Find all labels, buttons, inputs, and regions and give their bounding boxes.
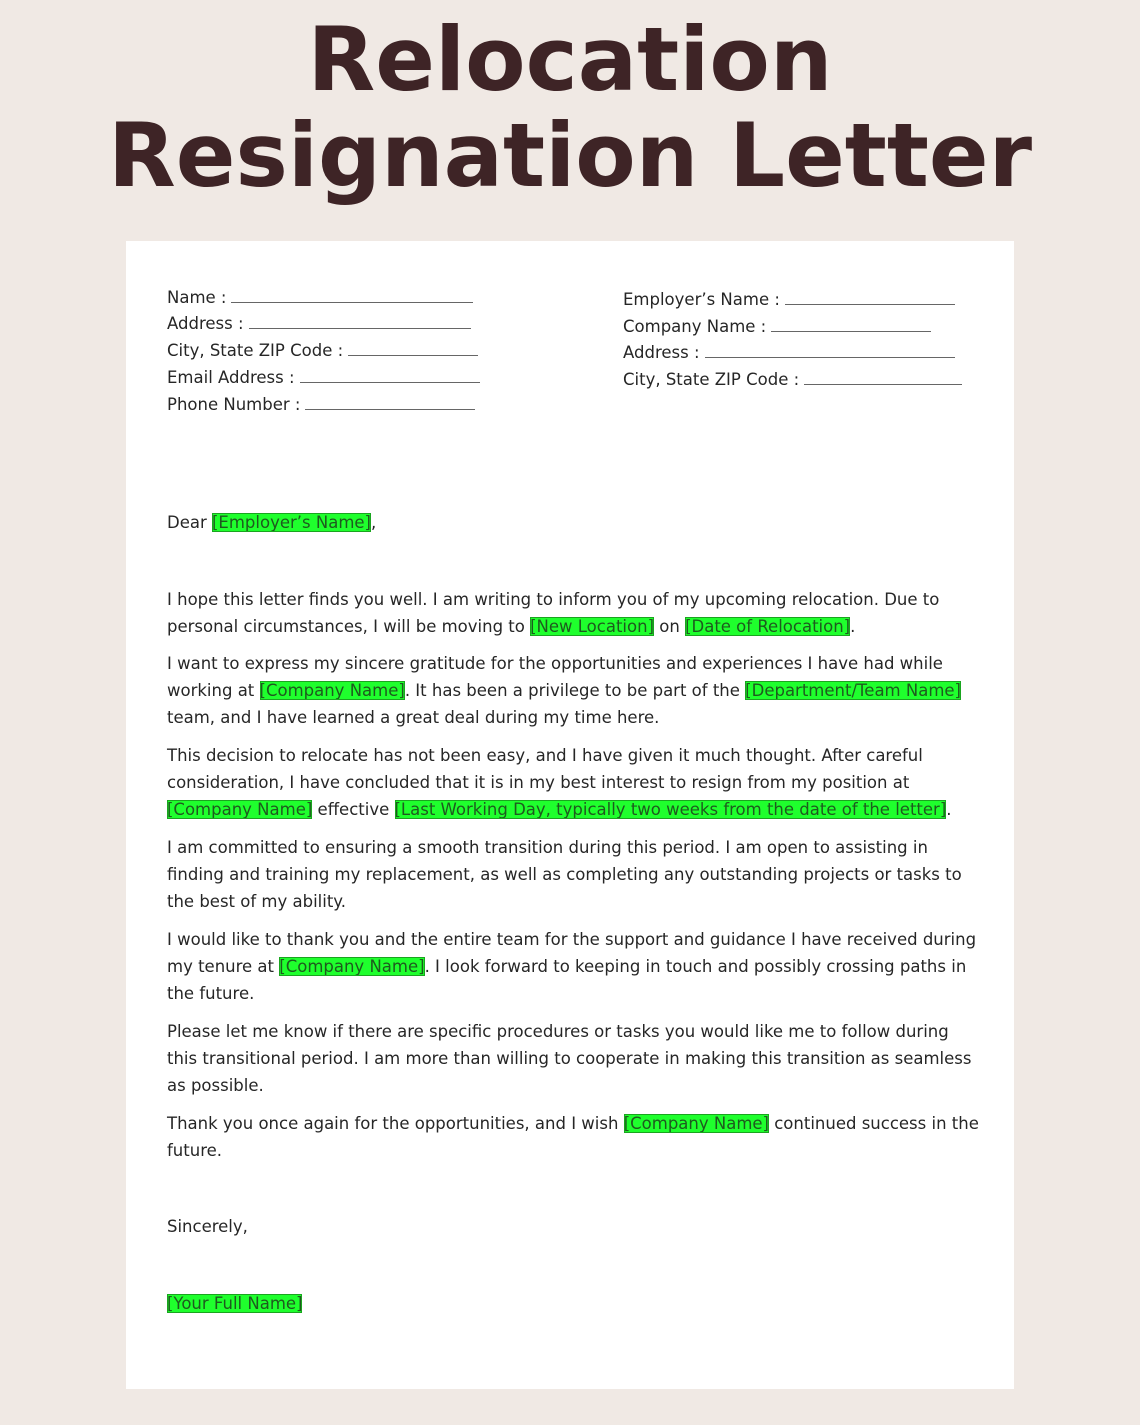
placeholder-last-working-day: [Last Working Day, typically two weeks from the date of the letter]: [394, 800, 947, 819]
paragraph-2: [167, 650, 979, 731]
blank-line: [300, 368, 480, 383]
blank-line: [804, 370, 962, 385]
paragraph-6: Please let me know if there are specific procedures or tasks you would like me to follow during this transitional period. I am more than willing to cooperate in making this transition as seamless as possible.: [167, 1022, 972, 1095]
sender-city-field: [167, 341, 478, 363]
field-label: City, State ZIP Code :: [623, 370, 800, 389]
paragraph-text: . It has been a privilege to be part of the: [404, 681, 746, 700]
field-label: Name :: [167, 288, 227, 307]
paragraph-1: [167, 586, 979, 640]
placeholder-full-name: [Your Full Name]: [167, 1294, 303, 1313]
paragraph-text: I want to express my sincere gratitude for the opportunities and experiences I have had while working at: [167, 654, 943, 700]
paragraph-text: . I look forward to keeping in touch and possibly crossing paths in the future.: [167, 957, 967, 1003]
placeholder-employer-name: [Employer’s Name]: [212, 513, 371, 532]
blank-line: [249, 314, 471, 329]
field-label: Phone Number :: [167, 395, 301, 414]
sender-name-field: [167, 288, 473, 310]
blank-line: [705, 343, 955, 358]
employer-city-field: [623, 370, 962, 392]
sender-email-field: [167, 368, 480, 390]
employer-name-field: [623, 290, 955, 312]
paragraph-text: I would like to thank you and the entire team for the support and guidance I have received during my tenure at: [167, 930, 977, 976]
field-label: Address :: [623, 343, 700, 362]
paragraph-text: Thank you once again for the opportunities, and I wish: [167, 1114, 624, 1133]
placeholder-company-name: [Company Name]: [259, 681, 405, 700]
paragraph-text: effective: [312, 800, 395, 819]
placeholder-company-name: [Company Name]: [279, 957, 425, 976]
placeholder-department-team-name: [Department/Team Name]: [745, 681, 961, 700]
employer-address-field: [623, 343, 955, 365]
blank-line: [231, 288, 473, 303]
blank-line: [785, 290, 955, 305]
paragraph-text: This decision to relocate has not been easy, and I have given it much thought. After careful consideration, I have concluded that it is in my best interest to resign from my position at: [167, 746, 923, 792]
paragraph-text: team, and I have learned a great deal during my time here.: [167, 708, 660, 727]
letter-document: [126, 241, 1014, 1389]
closing: Sincerely,: [167, 1217, 248, 1236]
greeting-comma: ,: [371, 513, 377, 532]
greeting: [167, 509, 979, 536]
sender-address-field: [167, 314, 471, 336]
field-label: Address :: [167, 314, 244, 333]
signature: [167, 1290, 979, 1317]
placeholder-company-name: [Company Name]: [623, 1114, 769, 1133]
paragraph-text: .: [946, 800, 952, 819]
paragraph-text: I hope this letter finds you well. I am writing to inform you of my upcoming relocation. Due to personal circumstances, I will be moving to: [167, 590, 940, 636]
sender-phone-field: [167, 395, 475, 417]
placeholder-company-name: [Company Name]: [167, 800, 313, 819]
field-label: Employer’s Name :: [623, 290, 780, 309]
page-title-line-1: Relocation: [307, 8, 833, 111]
blank-line: [771, 317, 931, 332]
paragraph-text: continued success in the future.: [167, 1114, 979, 1160]
paragraph-4: I am committed to ensuring a smooth transition during this period. I am open to assisting in finding and training my replacement, as well as completing any outstanding projects or tasks to the best of my ability.: [167, 838, 962, 911]
paragraph-text: on: [654, 617, 686, 636]
field-label: City, State ZIP Code :: [167, 341, 344, 360]
blank-line: [348, 341, 478, 356]
page-title-line-2: Resignation Letter: [108, 104, 1032, 207]
paragraph-5: [167, 926, 979, 1007]
paragraph-text: .: [850, 617, 856, 636]
placeholder-new-location: [New Location]: [530, 617, 655, 636]
blank-line: [305, 395, 475, 410]
greeting-text: Dear: [167, 513, 212, 532]
paragraph-3: [167, 742, 979, 823]
field-label: Company Name :: [623, 317, 767, 336]
field-label: Email Address :: [167, 368, 295, 387]
paragraph-7: [167, 1110, 979, 1164]
placeholder-date-of-relocation: [Date of Relocation]: [685, 617, 851, 636]
company-name-field: [623, 317, 931, 339]
